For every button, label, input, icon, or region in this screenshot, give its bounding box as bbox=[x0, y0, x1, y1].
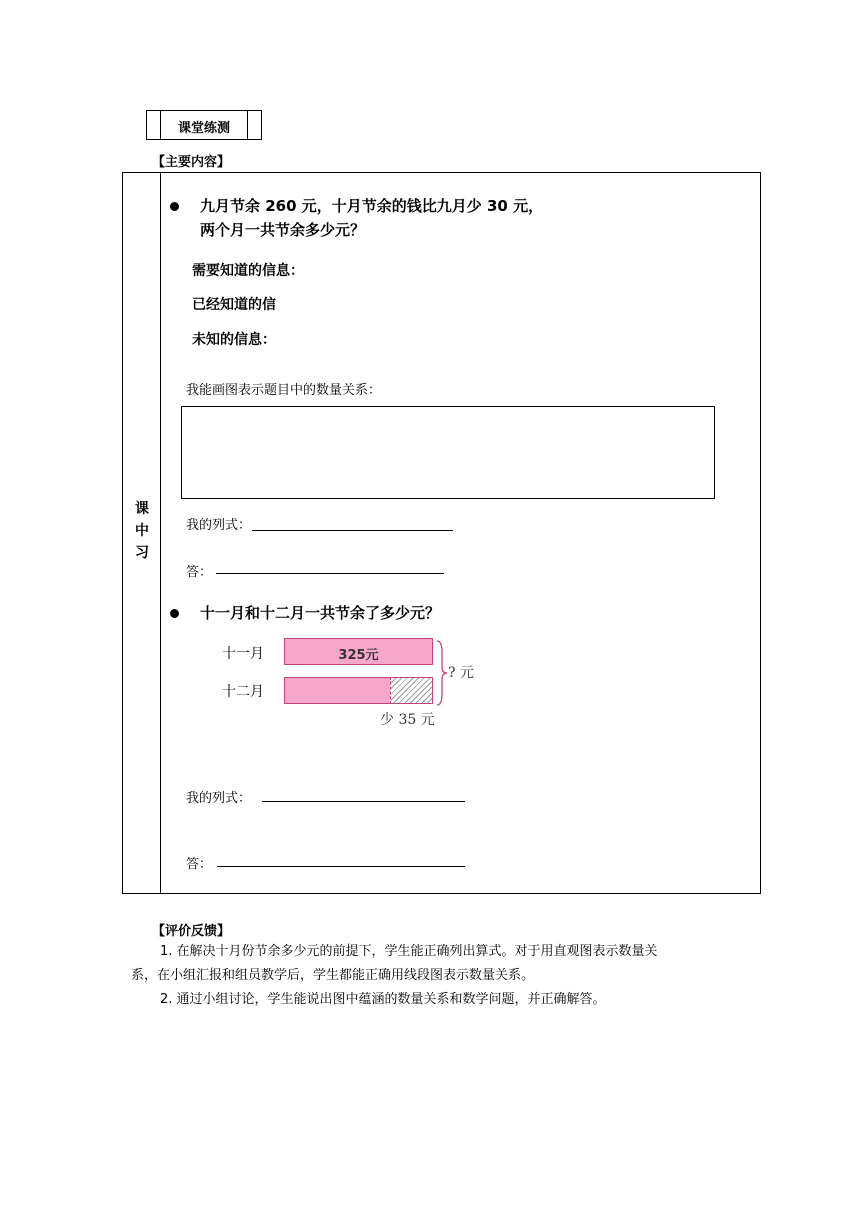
feedback-label: 【评价反馈】 bbox=[152, 924, 231, 939]
q2-question: 十一月和十二月一共节余了多少元？ bbox=[200, 604, 441, 622]
q2-answer-line[interactable] bbox=[217, 866, 465, 867]
bar-row1-label: 十一月 bbox=[222, 646, 264, 662]
content-table bbox=[122, 172, 761, 894]
bullet-icon bbox=[170, 609, 179, 618]
november-bar-value: 325元 bbox=[338, 648, 379, 663]
drawing-area[interactable] bbox=[181, 406, 715, 499]
q2-formula-label: 我的列式： bbox=[186, 791, 252, 806]
q1-formula-label: 我的列式： bbox=[186, 518, 252, 533]
bar-row2-label: 十二月 bbox=[222, 684, 264, 700]
november-bar bbox=[284, 638, 433, 665]
q1-formula-line[interactable] bbox=[252, 530, 453, 531]
main-section-label: 【主要内容】 bbox=[152, 155, 231, 170]
q1-line2: 两个月一共节余多少元？ bbox=[200, 221, 366, 239]
side-label: 课中习 bbox=[135, 501, 149, 561]
table-column-divider bbox=[160, 173, 161, 893]
feedback-p2: 2. 通过小组讨论，学生能说出图中蕴涵的数量关系和数学问题，并正确解答。 bbox=[160, 992, 606, 1007]
q2-formula-line[interactable] bbox=[262, 801, 465, 802]
lesson-header-box bbox=[146, 110, 262, 140]
q1-answer-label: 答： bbox=[186, 565, 213, 580]
q2-answer-label: 答： bbox=[186, 857, 213, 872]
december-bar bbox=[284, 677, 390, 704]
less-amount-label: 少 35 元 bbox=[380, 712, 435, 728]
feedback-p1-line2: 系，在小组汇报和组员教学后，学生都能正确用线段图表示数量关系。 bbox=[131, 968, 535, 983]
right-brace-icon bbox=[436, 640, 448, 706]
total-unknown-label: ? 元 bbox=[448, 665, 474, 681]
feedback-p1-line1: 1. 在解决十月份节余多少元的前提下，学生能正确列出算式。对于用直观图表示数量关 bbox=[160, 944, 658, 959]
december-shortfall-hatched bbox=[390, 677, 433, 704]
bullet-icon bbox=[170, 202, 179, 211]
unknown-info-label: 未知的信息： bbox=[192, 332, 276, 348]
q1-line1: 九月节余 260 元，十月节余的钱比九月少 30 元， bbox=[200, 197, 544, 215]
header-title: 课堂练测 bbox=[177, 121, 230, 136]
q1-answer-line[interactable] bbox=[216, 573, 444, 574]
need-info-label: 需要知道的信息： bbox=[192, 263, 304, 279]
known-info-label: 已经知道的信 bbox=[192, 297, 276, 313]
draw-prompt: 我能画图表示题目中的数量关系： bbox=[186, 383, 382, 398]
